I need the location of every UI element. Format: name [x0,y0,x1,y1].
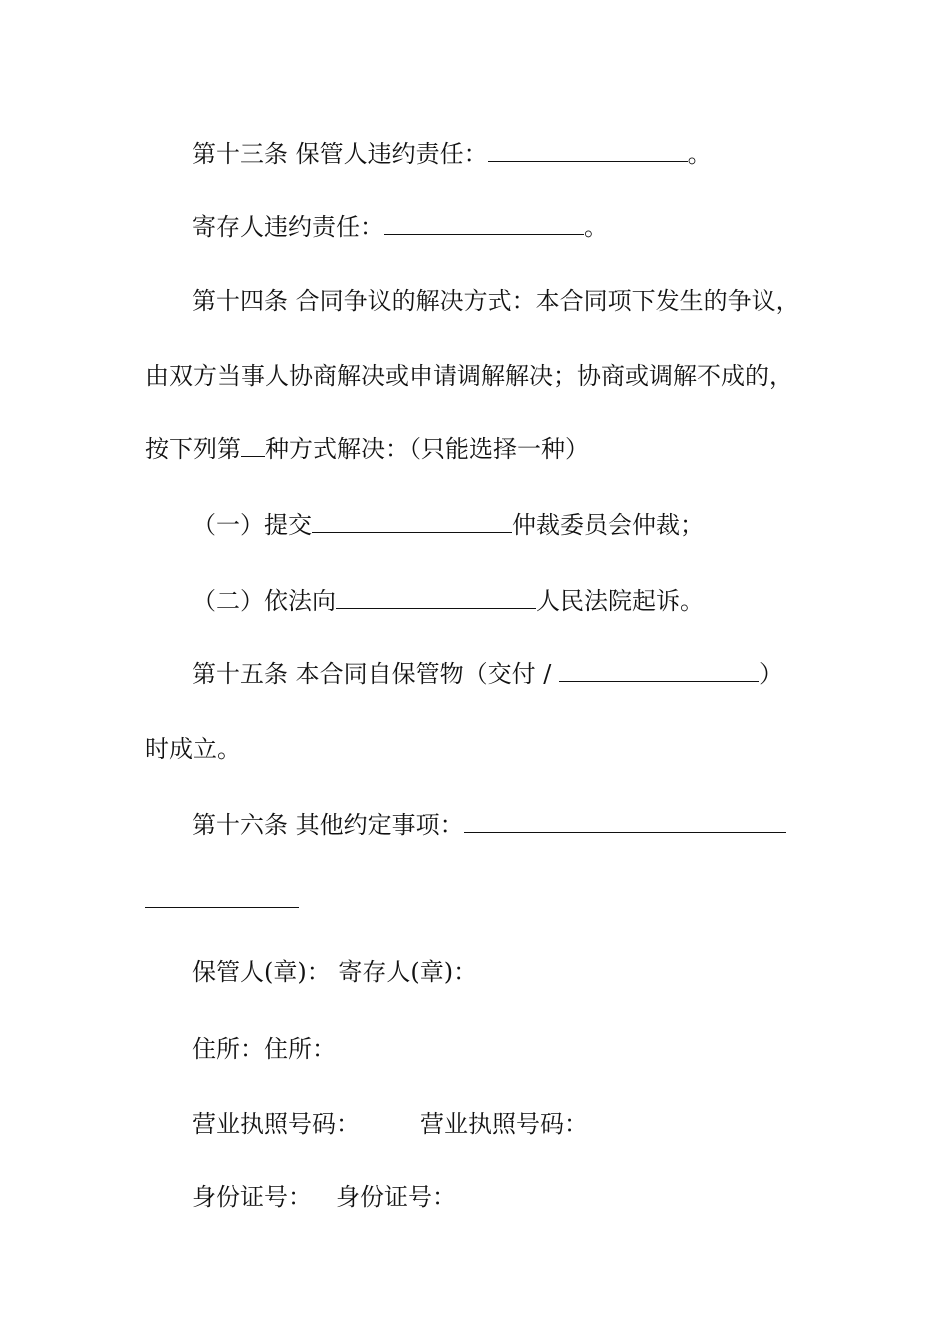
option-1-arbitration: （一）提交 仲裁委员会仲裁； [192,511,704,539]
method-choice-blank [241,434,265,457]
custodian-liability-blank [488,139,688,162]
article-14-line-1: 第十四条 合同争议的解决方式：本合同项下发生的争议， [192,287,800,315]
signature-addresses: 住所：住所： [192,1035,336,1063]
court-blank [336,586,536,609]
other-matters-blank [464,810,786,833]
article-14-line-2: 由双方当事人协商解决或申请调解解决；协商或调解不成的， [145,362,793,390]
article-15-line-2: 时成立。 [145,735,241,763]
depositor-liability: 寄存人违约责任： 。 [192,213,608,241]
arbitration-committee-blank [312,510,512,533]
article-13-custodian-label: 第十三条 保管人违约责任： [192,140,488,168]
article-16-other-matters: 第十六条 其他约定事项： [192,810,786,840]
depositor-liability-blank [384,212,584,235]
article-15-line-1: 第十五条 本合同自保管物（交付 / ） [192,660,783,688]
formation-condition-blank [559,659,759,682]
article-13-custodian-liability: 第十三条 保管人违约责任： 。 [192,140,712,168]
other-matters-continuation-blank [145,907,299,908]
signature-seals: 保管人(章)： 寄存人(章)： [192,958,478,986]
option-2-litigation: （二）依法向 人民法院起诉。 [192,587,704,615]
signature-business-license: 营业执照号码： 营业执照号码： [192,1110,588,1138]
depositor-liability-label: 寄存人违约责任： [192,213,384,241]
signature-id-number: 身份证号： 身份证号： [192,1183,456,1211]
article-14-line-3: 按下列第 种方式解决：（只能选择一种） [145,435,589,463]
